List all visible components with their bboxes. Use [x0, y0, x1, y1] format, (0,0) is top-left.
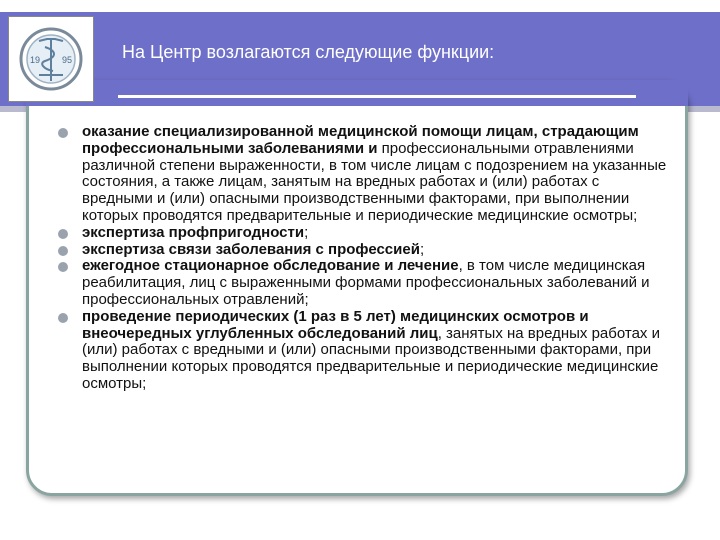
list-item [58, 124, 670, 225]
item-bold-text: экспертиза профпригодности [82, 223, 305, 241]
item-bold-text: ежегодное стационарное обследование и лечение [82, 257, 459, 275]
caduceus-logo-icon [9, 17, 93, 101]
bullet-icon [58, 246, 68, 256]
bullet-icon [58, 128, 68, 138]
bullet-icon [58, 313, 68, 323]
item-bold-text: оказание специализированной медицинской помощи лицам, страдающим профессиональными заболеваниями и [82, 123, 639, 157]
item-bold-text: экспертиза связи заболевания с профессией [82, 240, 420, 258]
bullet-icon [58, 262, 68, 272]
item-bold-text: проведение периодических (1 раз в 5 лет) медицинских осмотров и внеочередных углубленных обследований лиц [82, 307, 589, 342]
functions-list [58, 124, 670, 393]
slide-title: На Центр возлагаются следующие функции: [122, 42, 495, 62]
list-item [58, 225, 670, 242]
header-band-lower [26, 80, 688, 106]
title-underline [118, 95, 636, 98]
list-item [58, 309, 670, 393]
item-text: , в том числе медицинская реабилитация, лиц с выраженными формами профессиональных заболеваний и профессиональных отравлений; [82, 257, 650, 308]
item-text: ; [419, 240, 425, 258]
logo [8, 16, 94, 102]
bullet-icon [58, 229, 68, 239]
logo-year-left: 19 [30, 55, 41, 65]
item-text: ; [304, 223, 309, 241]
logo-year-right: 95 [62, 55, 73, 65]
item-text: , занятых на вредных работах и (или) работах с вредными и (или) опасными производственными факторами, при выполнении которых проводятся предварительные и периодические медицинские осмотры; [82, 324, 660, 392]
list-item [58, 242, 670, 259]
item-text: профессиональными отравлениями различной степени выраженности, в том числе лицам с подозрением на указанные состояния, а также лицам, занятым на вредных работах и (или) работах с вредными и (или) опасными производственными факторами, при выполнении которых проводятся предварительные и периодические медицинские осмотры; [82, 139, 667, 224]
list-item [58, 258, 670, 308]
